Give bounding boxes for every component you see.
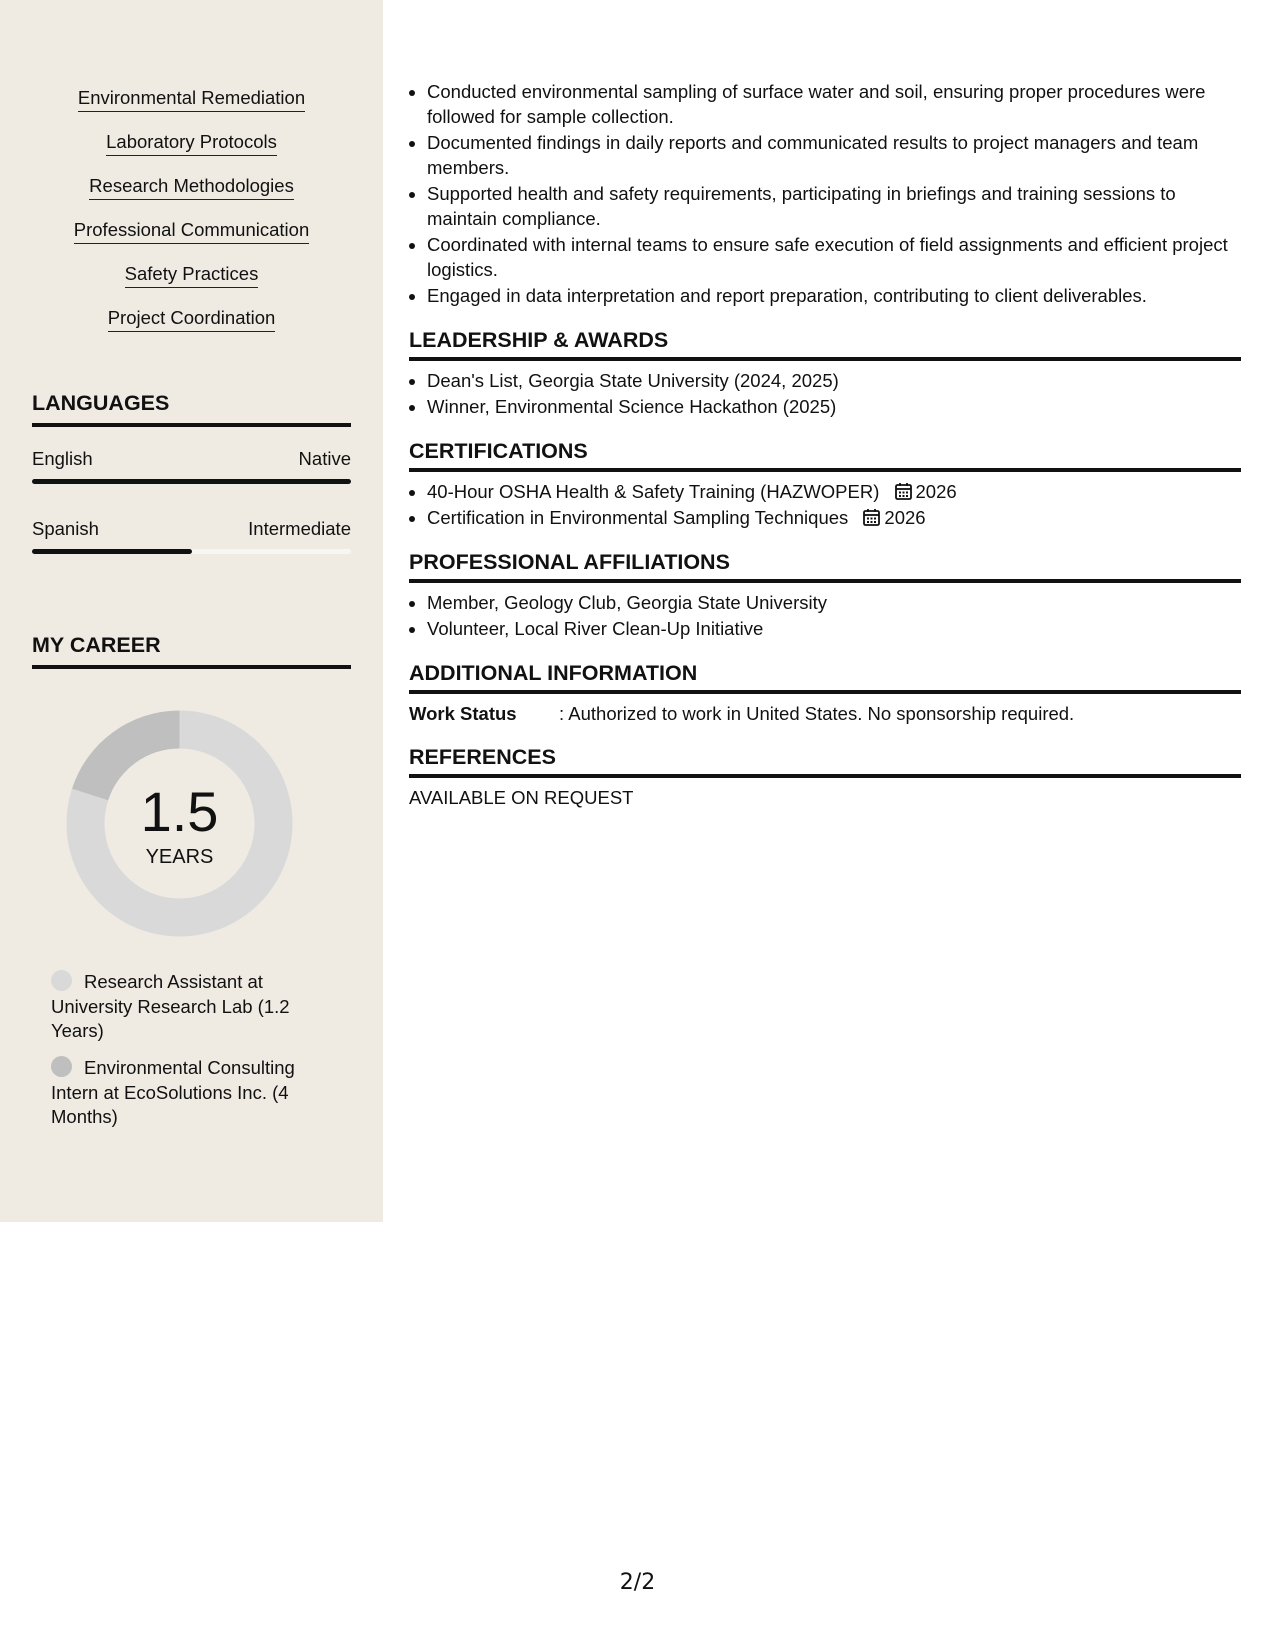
work-status-label: Work Status bbox=[409, 702, 517, 724]
leadership-list bbox=[409, 369, 1241, 420]
references-text: AVAILABLE ON REQUEST bbox=[409, 787, 634, 808]
legend-dot bbox=[51, 1056, 72, 1077]
skill-item: Professional Communication bbox=[74, 219, 309, 244]
language-row-spanish bbox=[32, 518, 351, 540]
language-bar-spanish bbox=[32, 549, 351, 554]
language-bar-fill bbox=[32, 549, 192, 554]
calendar-icon bbox=[863, 508, 880, 526]
skill-item: Environmental Remediation bbox=[78, 87, 305, 112]
language-bar-english bbox=[32, 479, 351, 484]
certification-item bbox=[427, 506, 1241, 531]
career-heading: MY CAREER bbox=[32, 632, 351, 669]
list-item: • Documented findings in daily reports and communicated results to project managers and team members. bbox=[427, 131, 1241, 180]
references-heading: REFERENCES bbox=[409, 744, 1241, 778]
list-item: • Member, Geology Club, Georgia State University bbox=[427, 591, 1241, 616]
language-name: Spanish bbox=[32, 518, 99, 539]
languages-heading: LANGUAGES bbox=[32, 390, 351, 427]
legend-dot bbox=[51, 970, 72, 991]
affiliations-list bbox=[409, 591, 1241, 642]
list-item: • Engaged in data interpretation and report preparation, contributing to client deliverables. bbox=[427, 284, 1241, 309]
career-item bbox=[51, 1056, 311, 1130]
skill-item: Safety Practices bbox=[125, 263, 259, 288]
list-item: • Winner, Environmental Science Hackathon (2025) bbox=[427, 395, 1241, 420]
certification-year: 2026 bbox=[884, 507, 926, 528]
language-row-english bbox=[32, 448, 351, 470]
leadership-heading: LEADERSHIP & AWARDS bbox=[409, 327, 1241, 361]
skill-item: Research Methodologies bbox=[89, 175, 294, 200]
career-item-label: Research Assistant at University Research Lab (1.2 Years) bbox=[51, 971, 290, 1041]
page-number: 2/2 bbox=[619, 1570, 656, 1595]
sidebar bbox=[0, 0, 383, 1222]
skill-item: Project Coordination bbox=[108, 307, 276, 332]
language-level: Native bbox=[298, 448, 351, 469]
certifications-list bbox=[409, 480, 1241, 531]
certification-name: Certification in Environmental Sampling Techniques bbox=[427, 507, 849, 528]
skills-list bbox=[0, 87, 383, 351]
affiliations-heading: PROFESSIONAL AFFILIATIONS bbox=[409, 549, 1241, 583]
career-total: 1.5 bbox=[140, 780, 219, 843]
work-status-row bbox=[409, 702, 1241, 727]
language-bar-fill bbox=[32, 479, 351, 484]
list-item: • Dean's List, Georgia State University (2024, 2025) bbox=[427, 369, 1241, 394]
responsibilities-list bbox=[409, 80, 1241, 309]
skill-item: Laboratory Protocols bbox=[106, 131, 277, 156]
list-item: • Coordinated with internal teams to ensure safe execution of field assignments and efficient project logistics. bbox=[427, 233, 1241, 282]
certification-name: 40-Hour OSHA Health & Safety Training (HAZWOPER) bbox=[427, 480, 880, 502]
main-content bbox=[409, 80, 1241, 811]
additional-info-heading: ADDITIONAL INFORMATION bbox=[409, 660, 1241, 694]
career-item-label: Environmental Consulting Intern at EcoSolutions Inc. (4 Months) bbox=[51, 1057, 295, 1127]
work-status-value: : Authorized to work in United States. No sponsorship required. bbox=[559, 702, 1075, 724]
language-name: English bbox=[32, 448, 93, 469]
career-unit: YEARS bbox=[145, 846, 214, 868]
career-item bbox=[51, 970, 311, 1044]
list-item: • Conducted environmental sampling of surface water and soil, ensuring proper procedures were followed for sample collection. bbox=[427, 80, 1241, 129]
list-item: • Supported health and safety requirements, participating in briefings and training sessions to maintain compliance. bbox=[427, 182, 1241, 231]
calendar-icon bbox=[895, 482, 912, 500]
list-item: • Volunteer, Local River Clean-Up Initiative bbox=[427, 617, 1241, 642]
certifications-heading: CERTIFICATIONS bbox=[409, 438, 1241, 472]
certification-item bbox=[427, 480, 1241, 505]
certification-year: 2026 bbox=[915, 480, 957, 502]
language-level: Intermediate bbox=[248, 518, 351, 539]
